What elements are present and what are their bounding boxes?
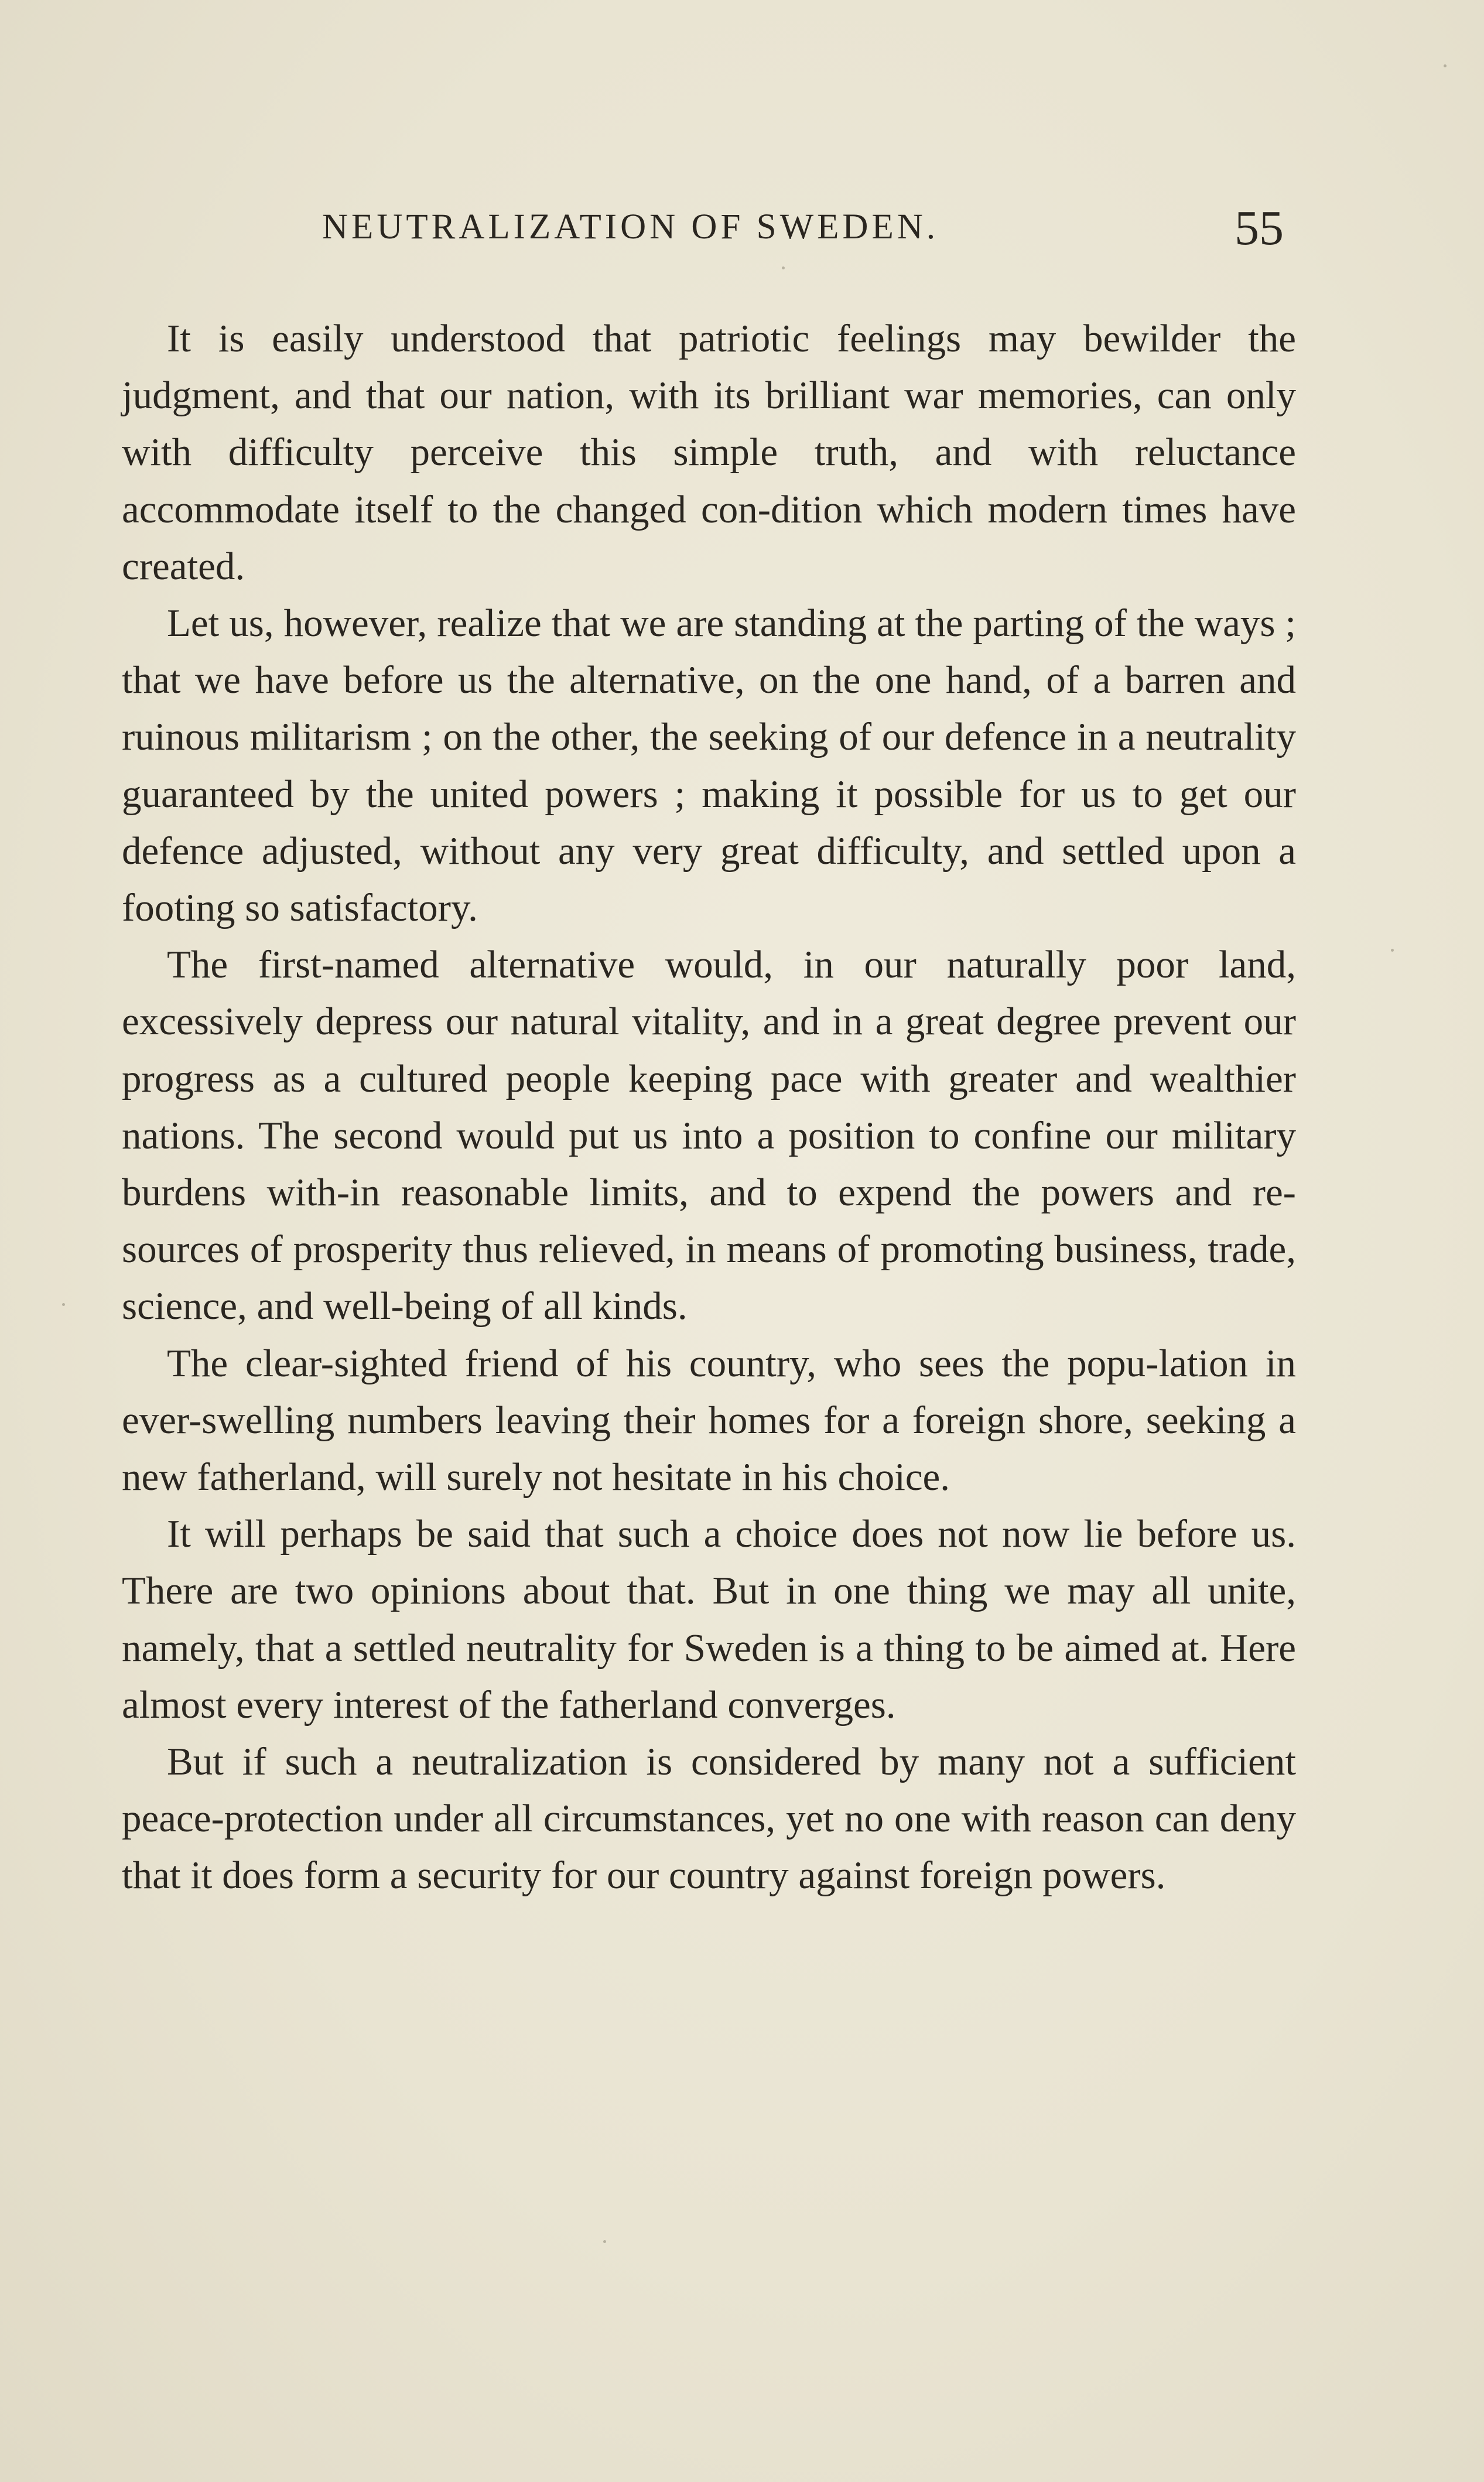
paper-speck [782,266,785,269]
paragraph-5: It will perhaps be said that such a choice does not now lie before us. There are two opinions about that. But in one thing we may all unite, namely, that a settled neutrality for Sweden is a thing to be aimed at. Here almost every interest of the fatherland converges. [122,1512,1296,1727]
running-title: NEUTRALIZATION OF SWEDEN. [322,207,939,247]
paragraph-6: But if such a neutralization is considered by many not a sufficient peace-protection under all circumstances, yet no one with reason can deny that it does form a security for our country against foreign powers. [122,1740,1296,1898]
page-number: 55 [1235,201,1284,255]
page-header [122,199,1293,258]
paragraph-3: The first-named alternative would, in our naturally poor land, excessively depress our natural vitality, and in a great degree prevent our progress as a cultured people keeping pace with greater and wealthier nations. The second would put us into a position to confine our military burdens with-in reasonable limits, and to expend the powers and re-sources of prosperity thus relieved, in means of promoting business, trade, science, and well-being of all kinds. [122,943,1296,1328]
paper-speck [1391,949,1394,952]
paragraph-2: Let us, however, realize that we are standing at the parting of the ways ; that we have before us the alternative, on the one hand, of a barren and ruinous militarism ; on the other, the seeking of our defence in a neutrality guaranteed by the united powers ; making it possible for us to get our defence adjusted, without any very great difficulty, and settled upon a footing so satisfactory. [122,601,1296,930]
paper-speck [62,1303,65,1306]
paper-speck [603,2240,606,2243]
body-text [122,310,1296,1905]
paper-speck [1444,64,1447,67]
paragraph-4: The clear-sighted friend of his country, who sees the popu-lation in ever-swelling numbers leaving their homes for a foreign shore, seeking a new fatherland, will surely not hesitate in his choice. [122,1341,1296,1499]
paragraph-1: It is easily understood that patriotic feelings may bewilder the judgment, and that our nation, with its brilliant war memories, can only with difficulty perceive this simple truth, and with reluctance accommodate itself to the changed con-dition which modern times have created. [122,317,1296,588]
